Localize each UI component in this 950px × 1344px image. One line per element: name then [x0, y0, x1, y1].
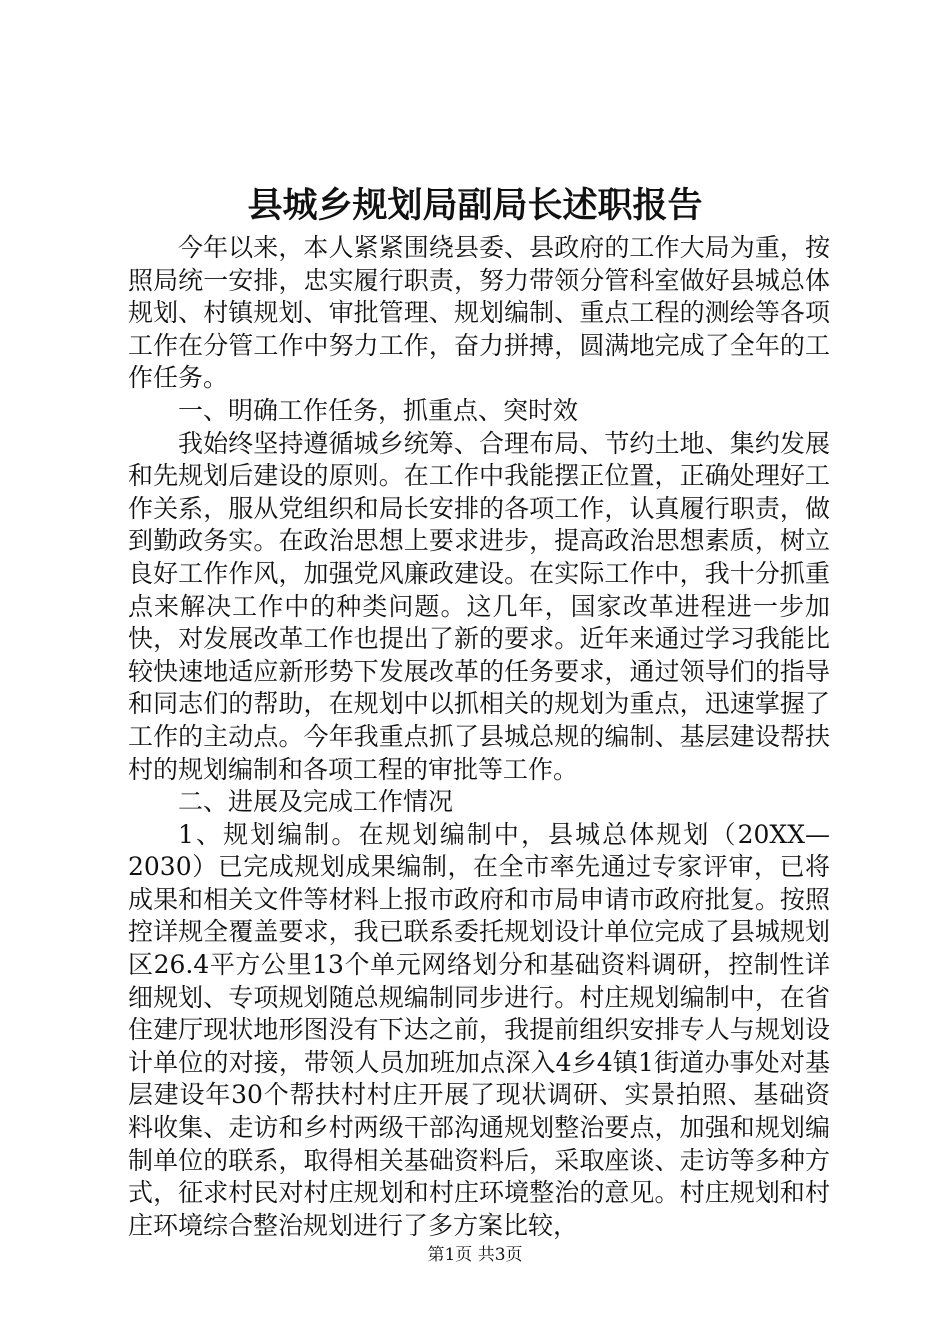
paragraph-intro: 今年以来，本人紧紧围绕县委、县政府的工作大局为重，按照局统一安排，忠实履行职责，努力带领分管科室做好县城总体规划、村镇规划、审批管理、规划编制、重点工程的测绘等各项工作在分管工作中努力工作，奋力拼搏，圆满地完成了全年的工作任务。	[128, 233, 830, 393]
document-title: 县城乡规划局副局长述职报告	[247, 185, 703, 226]
page-number-footer: 第1页 共3页	[427, 1245, 523, 1265]
section-heading-2: 二、进展及完成工作情况	[178, 787, 454, 817]
section-heading-1: 一、明确工作任务，抓重点、突时效	[178, 395, 579, 425]
paragraph-section-2: 1、规划编制。在规划编制中，县城总体规划（20XX—2030）已完成规划成果编制，在全市率先通过专家评审，已将成果和相关文件等材料上报市政府和市局申请市政府批复。按照控详规全覆盖要求，我已联系委托规划设计单位完成了县城规划区26.4平方公里13个单元网络划分和基础资料调研，控制性详细规划、专项规划随总规编制同步进行。村庄规划编制中，在省住建厅现状地形图没有下达之前，我提前组织安排专人与规划设计单位的对接，带领人员加班加点深入4乡4镇1街道办事处对基层建设年30个帮扶村村庄开展了现状调研、实景拍照、基础资料收集、走访和乡村两级干部沟通规划整治要点，加强和规划编制单位的联系，取得相关基础资料后，采取座谈、走访等多种方式，征求村民对村庄规划和村庄环境整治的意见。村庄规划和村庄环境综合整治规划进行了多方案比较，	[128, 819, 830, 1240]
document-body	[128, 232, 830, 1242]
paragraph-section-1: 我始终坚持遵循城乡统筹、合理布局、节约土地、集约发展和先规划后建设的原则。在工作中我能摆正位置，正确处理好工作关系，服从党组织和局长安排的各项工作，认真履行职责，做到勤政务实。在政治思想上要求进步，提高政治思想素质，树立良好工作作风，加强党风廉政建设。在实际工作中，我十分抓重点来解决工作中的种类问题。这几年，国家改革进程进一步加快，对发展改革工作也提出了新的要求。近年来通过学习我能比较快速地适应新形势下发展改革的任务要求，通过领导们的指导和同志们的帮助，在规划中以抓相关的规划为重点，迅速掌握了工作的主动点。今年我重点抓了县城总规的编制、基层建设帮扶村的规划编制和各项工程的审批等工作。	[128, 428, 830, 784]
